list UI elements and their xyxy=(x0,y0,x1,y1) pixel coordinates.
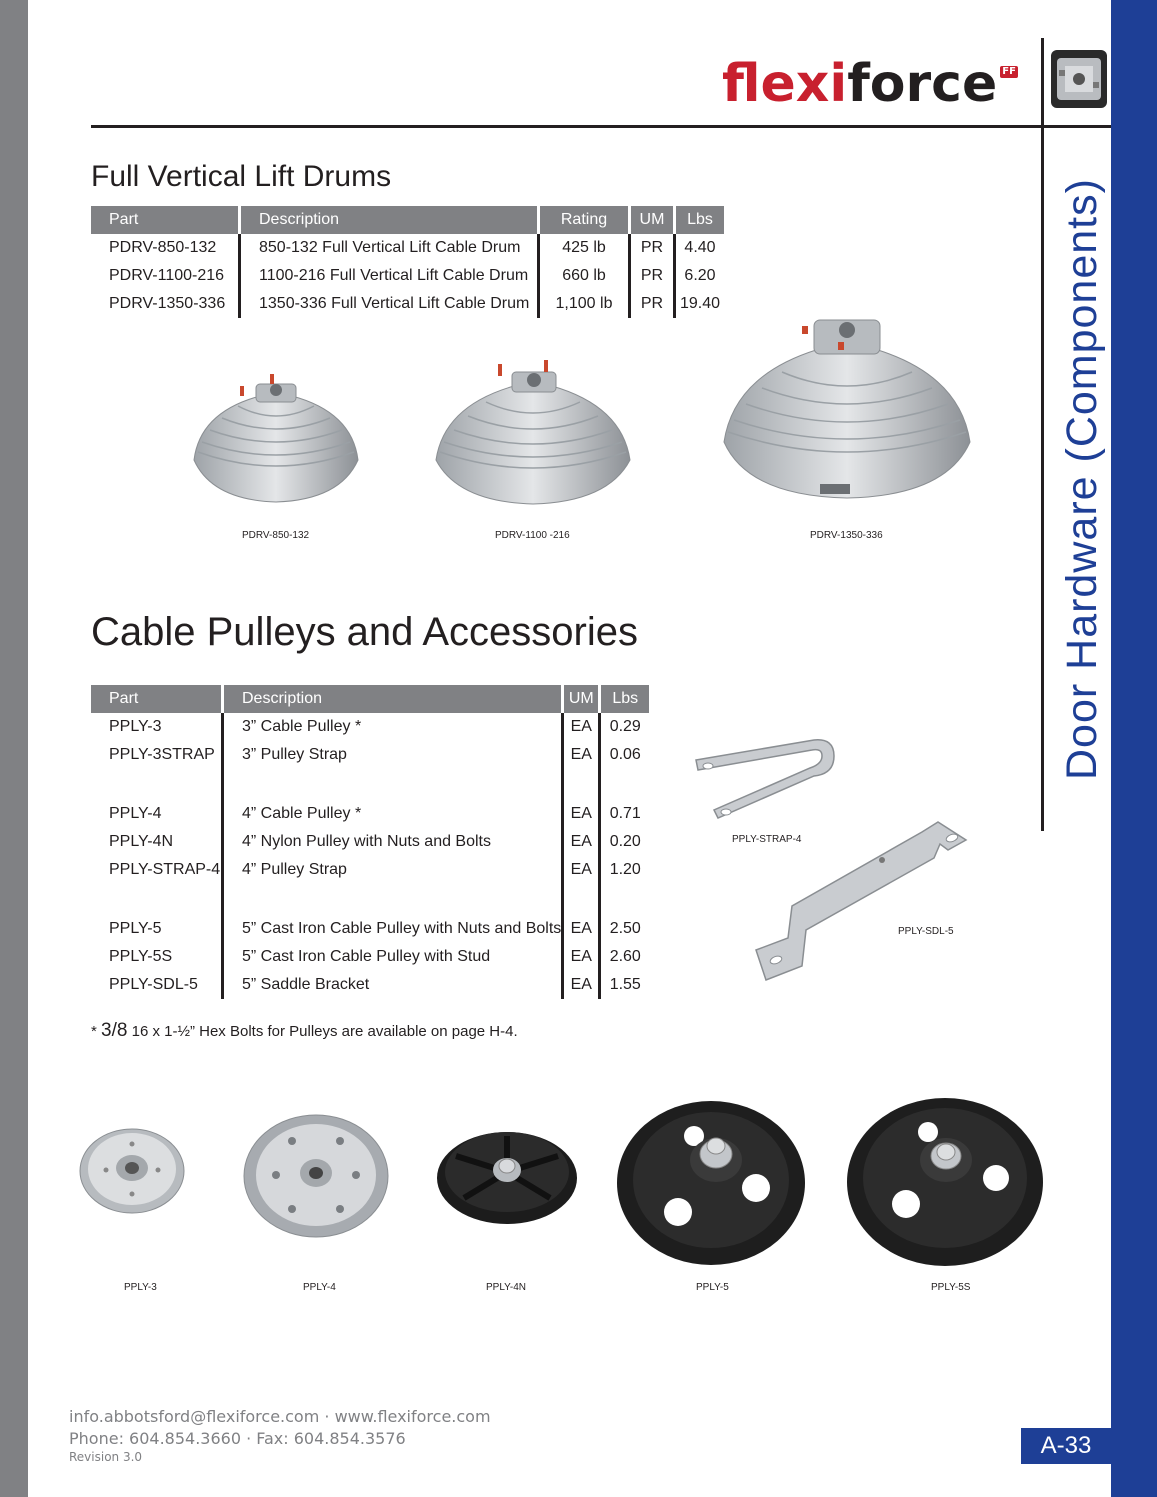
header-vertical-rule xyxy=(1041,38,1044,831)
cell-um xyxy=(563,884,600,915)
table-row xyxy=(91,262,724,290)
cell-description: 5” Cast Iron Cable Pulley with Stud xyxy=(223,943,563,971)
header-um: UM xyxy=(563,685,600,713)
caption-drum-1350: PDRV-1350-336 xyxy=(810,530,883,541)
cell-um: EA xyxy=(563,971,600,999)
pulley-5-image xyxy=(616,1100,806,1266)
cell-lbs: 0.20 xyxy=(600,828,650,856)
logo-ff-mark: FF xyxy=(1002,66,1016,77)
header-lbs: Lbs xyxy=(600,685,650,713)
cell-description: 3” Pulley Strap xyxy=(223,741,563,769)
cell-description xyxy=(223,769,563,800)
cell-lbs: 1.20 xyxy=(600,856,650,884)
caption-pply-4n: PPLY-4N xyxy=(486,1282,527,1293)
table-row xyxy=(91,290,724,318)
caption-drum-1100: PDRV-1100 -216 xyxy=(495,530,570,541)
table-spacer-row xyxy=(91,769,649,800)
cell-part: PDRV-1100-216 xyxy=(109,267,225,284)
cell-lbs xyxy=(600,769,650,800)
cell-um: EA xyxy=(563,915,600,943)
cell-part: PPLY-STRAP-4 xyxy=(109,861,221,878)
right-section-bar xyxy=(1111,0,1157,1497)
cell-um: EA xyxy=(563,856,600,884)
footnote-fraction: 3/8 xyxy=(101,1020,128,1041)
flexiforce-logo xyxy=(722,52,1018,116)
cell-description: 1350-336 Full Vertical Lift Cable Drum xyxy=(240,290,539,318)
table-spacer-row xyxy=(91,884,649,915)
drum-850-image xyxy=(190,372,362,504)
caption-pply-4: PPLY-4 xyxy=(303,1282,336,1293)
cell-lbs xyxy=(600,884,650,915)
footer-revision: Revision 3.0 xyxy=(69,1450,143,1464)
drum-1100-image xyxy=(432,360,634,506)
table-row xyxy=(91,713,649,741)
footnote xyxy=(91,1020,518,1042)
cell-part: PDRV-1350-336 xyxy=(109,295,226,312)
cell-lbs: 0.71 xyxy=(600,800,650,828)
cell-lbs: 19.40 xyxy=(675,290,725,318)
header-lbs: Lbs xyxy=(675,206,725,234)
footer-phone-fax: Phone: 604.854.3660 · Fax: 604.854.3576 xyxy=(69,1429,406,1448)
cell-lbs: 0.29 xyxy=(600,713,650,741)
table-header-row xyxy=(91,206,724,234)
cell-part xyxy=(91,769,223,800)
cell-lbs: 0.06 xyxy=(600,741,650,769)
cell-description: 850-132 Full Vertical Lift Cable Drum xyxy=(240,234,539,262)
header-horizontal-rule xyxy=(91,125,1111,128)
cell-part: PPLY-SDL-5 xyxy=(109,976,198,993)
table-header-row xyxy=(91,685,649,713)
caption-pulley-strap-4: PPLY-STRAP-4 xyxy=(732,834,802,845)
cell-description: 5” Cast Iron Cable Pulley with Nuts and Bolts xyxy=(223,915,563,943)
caption-pply-3: PPLY-3 xyxy=(124,1282,157,1293)
caption-saddle-bracket-5: PPLY-SDL-5 xyxy=(898,926,954,937)
caption-pply-5s: PPLY-5S xyxy=(931,1282,971,1293)
saddle-bracket-5-image xyxy=(752,820,970,984)
cell-description xyxy=(223,884,563,915)
pulley-3-image xyxy=(78,1126,186,1216)
header-part: Part xyxy=(91,206,240,234)
cell-part: PPLY-5 xyxy=(109,920,162,937)
cell-part: PPLY-4 xyxy=(109,805,162,822)
header-um: UM xyxy=(630,206,675,234)
cell-description: 5” Saddle Bracket xyxy=(223,971,563,999)
pulley-5s-image xyxy=(846,1096,1044,1268)
pulley-4n-image xyxy=(436,1126,578,1226)
table-row xyxy=(91,943,649,971)
cell-um: EA xyxy=(563,943,600,971)
page-number: A-33 xyxy=(1021,1428,1111,1464)
table-row xyxy=(91,971,649,999)
footer-contact xyxy=(69,1406,491,1464)
header-description: Description xyxy=(223,685,563,713)
caption-drum-850: PDRV-850-132 xyxy=(242,530,310,541)
caption-pply-5: PPLY-5 xyxy=(696,1282,729,1293)
cell-lbs: 2.60 xyxy=(600,943,650,971)
section2-title: Cable Pulleys and Accessories xyxy=(91,610,638,654)
cell-um: PR xyxy=(630,290,675,318)
cell-part: PPLY-5S xyxy=(109,948,173,965)
cell-description: 1100-216 Full Vertical Lift Cable Drum xyxy=(240,262,539,290)
cell-um xyxy=(563,769,600,800)
cell-rating: 1,100 lb xyxy=(539,290,630,318)
cell-lbs: 6.20 xyxy=(675,262,725,290)
hardware-thumbnail-icon xyxy=(1051,50,1107,108)
cell-um: PR xyxy=(630,262,675,290)
cell-lbs: 1.55 xyxy=(600,971,650,999)
table-row xyxy=(91,828,649,856)
cell-description: 4” Pulley Strap xyxy=(223,856,563,884)
table-row xyxy=(91,915,649,943)
table-row xyxy=(91,741,649,769)
cell-lbs: 2.50 xyxy=(600,915,650,943)
cell-lbs: 4.40 xyxy=(675,234,725,262)
cell-um: EA xyxy=(563,741,600,769)
drums-table xyxy=(91,206,724,318)
cell-part: PPLY-4N xyxy=(109,833,174,850)
pulley-strap-4-image xyxy=(694,734,836,826)
cell-um: PR xyxy=(630,234,675,262)
pulleys-table xyxy=(91,685,649,999)
cell-um: EA xyxy=(563,713,600,741)
cell-part: PPLY-3STRAP xyxy=(109,746,215,763)
section1-title: Full Vertical Lift Drums xyxy=(91,160,392,193)
footnote-prefix: * xyxy=(91,1023,102,1040)
cell-description: 3” Cable Pulley * xyxy=(223,713,563,741)
cell-rating: 660 lb xyxy=(539,262,630,290)
cell-part: PPLY-3 xyxy=(109,718,162,735)
left-margin-bar xyxy=(0,0,28,1497)
header-description: Description xyxy=(240,206,539,234)
cell-part: PDRV-850-132 xyxy=(109,239,217,256)
pulley-4-image xyxy=(242,1113,390,1239)
footer-email-web: info.abbotsford@flexiforce.com · www.flexiforce.com xyxy=(69,1407,491,1426)
header-rating: Rating xyxy=(539,206,630,234)
cell-description: 4” Nylon Pulley with Nuts and Bolts xyxy=(223,828,563,856)
table-row xyxy=(91,234,724,262)
footnote-text: 16 x 1-½” Hex Bolts for Pulleys are available on page H-4. xyxy=(127,1023,518,1040)
drum-1350-image xyxy=(720,316,974,500)
logo-text-flexi: flexi xyxy=(722,54,848,114)
cell-um: EA xyxy=(563,828,600,856)
cell-description: 4” Cable Pulley * xyxy=(223,800,563,828)
cell-rating: 425 lb xyxy=(539,234,630,262)
table-row xyxy=(91,800,649,828)
table-row xyxy=(91,856,649,884)
section-side-title: Door Hardware (Components) xyxy=(1058,178,1106,780)
cell-um: EA xyxy=(563,800,600,828)
header-part: Part xyxy=(91,685,223,713)
logo-text-force: force xyxy=(847,54,998,114)
cell-part xyxy=(91,884,223,915)
